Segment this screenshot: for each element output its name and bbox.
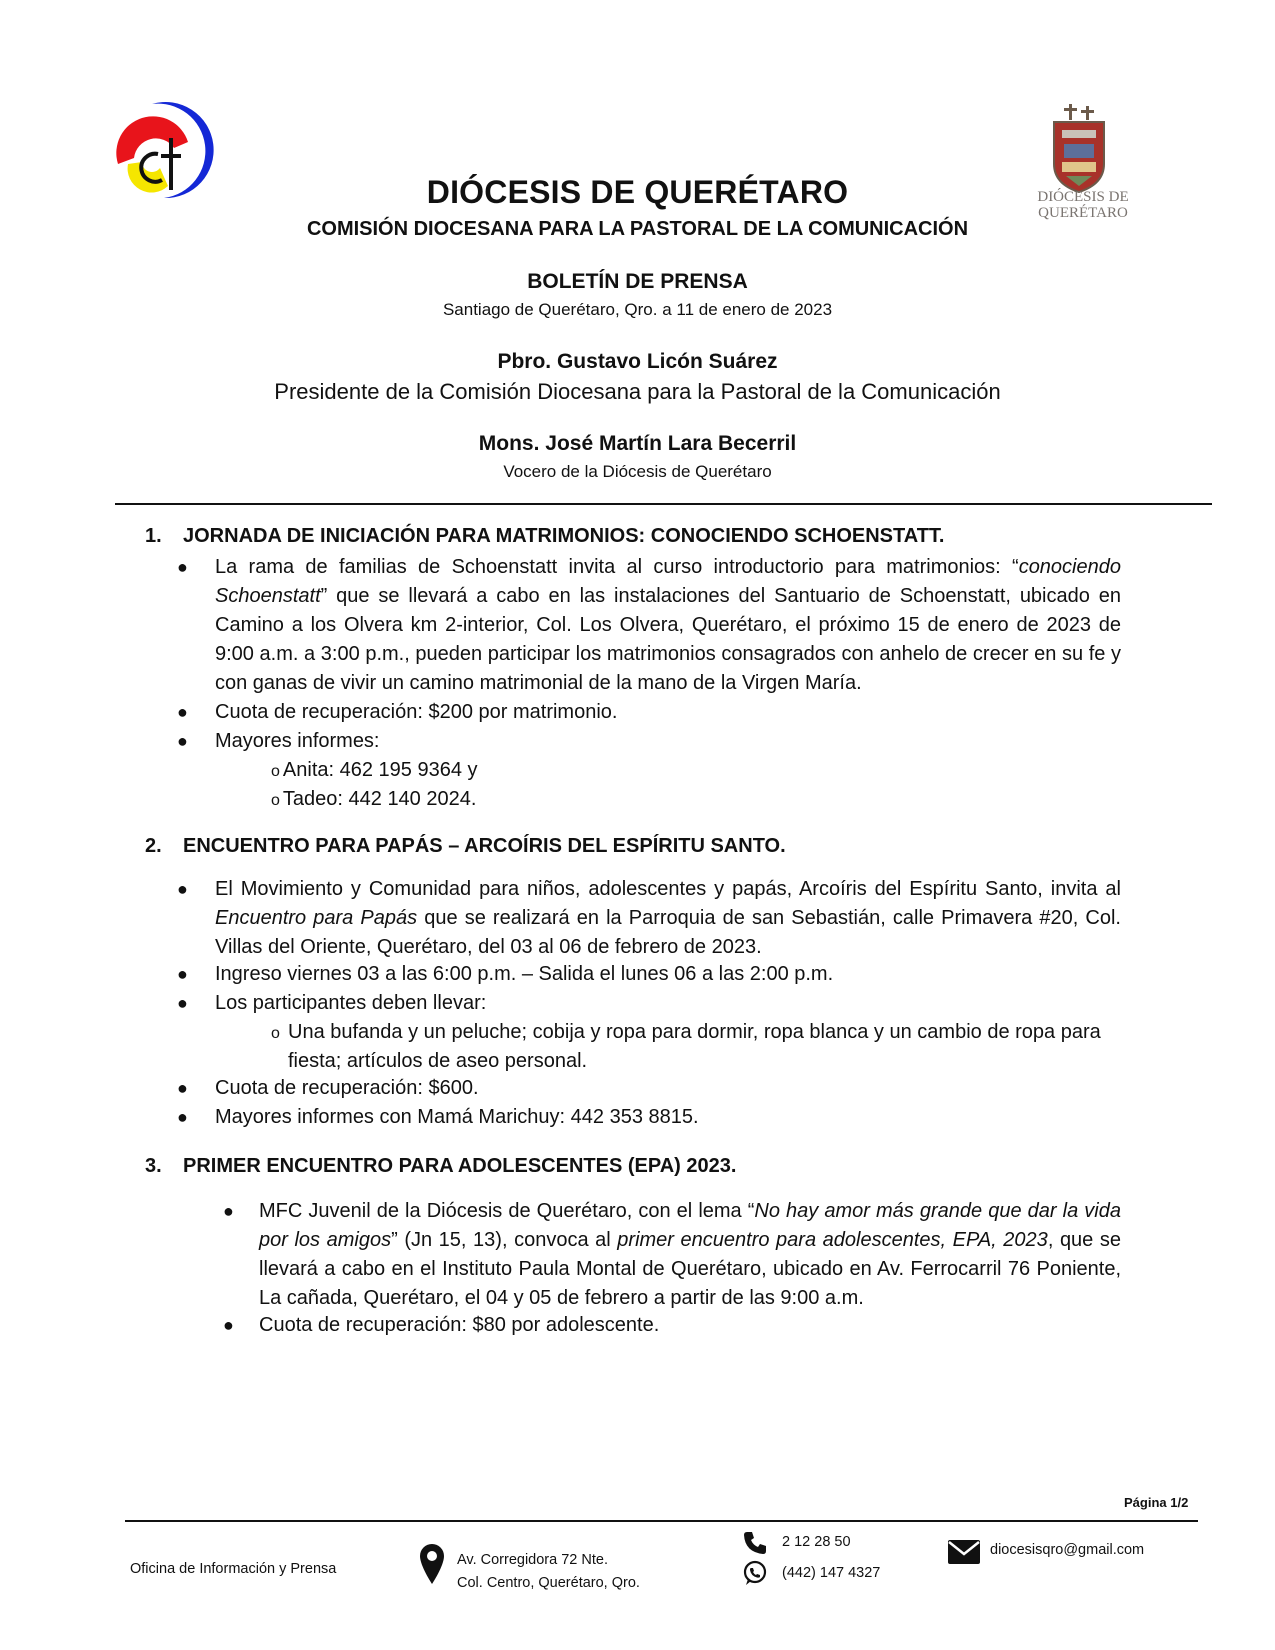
spokesman-role: Vocero de la Diócesis de Querétaro — [503, 462, 772, 481]
section-2-bring: Los participantes deben llevar: — [215, 992, 487, 1014]
section-3-heading — [145, 1155, 736, 1178]
header-divider — [115, 503, 1212, 505]
text-run-italic: primer encuentro para adolescentes, EPA, 2023 — [617, 1229, 1048, 1251]
text-run-italic: Encuentro para Papás — [215, 907, 418, 929]
bullet-icon: ● — [177, 557, 188, 577]
envelope-icon — [948, 1540, 980, 1564]
whatsapp-icon — [742, 1560, 768, 1586]
diocese-seal — [1037, 104, 1180, 234]
contact-text: Tadeo: 442 140 2024. — [282, 788, 477, 810]
footer-office: Oficina de Información y Prensa — [130, 1561, 337, 1577]
section-1-number: 1. — [145, 525, 162, 547]
text-run: , que se llevará a cabo en el Instituto Paula Montal de Querétaro, ubicado en Av. Ferrocarril 76 Poniente, La cañada, Querétaro, el 04 y 05 de febrero a partir de las 9:00 a.m. — [259, 1229, 1122, 1309]
footer-phone[interactable]: 2 12 28 50 — [782, 1534, 851, 1550]
section-1-paragraph — [215, 553, 1121, 698]
section-2-heading — [145, 835, 786, 858]
bullet-icon: ● — [177, 731, 188, 751]
address-line-2: Col. Centro, Querétaro, Qro. — [457, 1575, 640, 1591]
section-2-fee: Cuota de recuperación: $600. — [215, 1077, 479, 1099]
section-3-fee: Cuota de recuperación: $80 por adolescente. — [259, 1314, 660, 1336]
text-run: MFC Juvenil de la Diócesis de Querétaro, con el lema “ — [259, 1200, 755, 1222]
text-run: El Movimiento y Comunidad para niños, adolescentes y papás, Arcoíris del Espíritu Santo, invita al — [215, 878, 1121, 900]
section-1-info: Mayores informes: — [215, 730, 380, 752]
section-2-paragraph — [215, 875, 1121, 962]
section-1-contact-1 — [271, 756, 478, 786]
section-2-bring-item: Una bufanda y un peluche; cobija y ropa para dormir, ropa blanca y un cambio de ropa para fiesta; artículos de aseo personal. — [288, 1021, 1101, 1072]
section-2-info: Mayores informes con Mamá Marichuy: 442 353 8815. — [215, 1106, 699, 1128]
text-run-italic: conociendo Schoenstatt — [215, 556, 1121, 607]
section-1-heading — [145, 525, 944, 548]
bullet-icon: ● — [177, 702, 188, 722]
section-2-schedule: Ingreso viernes 03 a las 6:00 p.m. – Salida el lunes 06 a las 2:00 p.m. — [215, 963, 834, 985]
page-title: DIÓCESIS DE QUERÉTARO — [426, 174, 849, 210]
sub-bullet-icon: o — [271, 792, 280, 809]
bullet-icon: ● — [177, 879, 188, 899]
text-run: ” que se llevará a cabo en las instalaciones del Santuario de Schoenstatt, ubicado en Camino a los Olvera km 2-interior, Col. Los Olvera, Querétaro, el próximo 15 de enero de 2023 de 9:00 a.m. a 3:00 p.m., pueden participar los matrimonios consagrados con anhelo de crecer en su fe y con ganas de vivir un camino matrimonial de la mano de la Virgen María. — [215, 585, 1121, 694]
contact-text: Anita: 462 195 9364 y — [282, 759, 478, 781]
phone-icon — [742, 1530, 768, 1556]
section-2-number: 2. — [145, 835, 162, 857]
president-name: Pbro. Gustavo Licón Suárez — [497, 350, 778, 373]
bullet-icon: ● — [177, 964, 188, 984]
footer-email[interactable]: diocesisqro@gmail.com — [990, 1542, 1145, 1558]
bulletin-heading: BOLETÍN DE PRENSA — [527, 270, 748, 293]
footer-whatsapp[interactable]: (442) 147 4327 — [782, 1565, 881, 1581]
section-3-title: PRIMER ENCUENTRO PARA ADOLESCENTES (EPA) 2023. — [183, 1155, 737, 1177]
section-3-number: 3. — [145, 1155, 162, 1177]
text-run: ” (Jn 15, 13), convoca al — [391, 1229, 618, 1251]
section-1-fee: Cuota de recuperación: $200 por matrimonio. — [215, 701, 618, 723]
section-1-title: JORNADA DE INICIACIÓN PARA MATRIMONIOS: CONOCIENDO SCHOENSTATT. — [183, 525, 945, 547]
bulletin-date: Santiago de Querétaro, Qro. a 11 de enero de 2023 — [442, 300, 833, 319]
spokesman-name: Mons. José Martín Lara Becerril — [478, 432, 797, 455]
location-pin-icon — [420, 1544, 444, 1584]
page-number: Página 1/2 — [1124, 1495, 1189, 1510]
footer-divider — [125, 1520, 1198, 1522]
bullet-icon: ● — [223, 1315, 234, 1335]
sub-bullet-icon: o — [271, 763, 280, 780]
address-line-1: Av. Corregidora 72 Nte. — [457, 1552, 608, 1568]
footer-address — [457, 1549, 640, 1595]
text-run: La rama de familias de Schoenstatt invita al curso introductorio para matrimonios: “ — [215, 556, 1019, 578]
text-run: que se realizará en la Parroquia de san Sebastián, calle Primavera #20, Col. Villas del Oriente, Querétaro, del 03 al 06 de febrero de 2023. — [215, 907, 1121, 958]
page-subtitle: COMISIÓN DIOCESANA PARA LA PASTORAL DE LA COMUNICACIÓN — [306, 218, 969, 240]
seal-line-2: QUERÉTARO — [1038, 205, 1128, 221]
seal-line-1: DIÓCESIS DE — [1037, 189, 1129, 205]
president-role: Presidente de la Comisión Diocesana para la Pastoral de la Comunicación — [274, 379, 1001, 404]
bullet-icon: ● — [223, 1201, 234, 1221]
text-run-italic: No hay amor más grande que dar la vida por los amigos — [259, 1200, 1121, 1251]
section-3-paragraph — [259, 1197, 1121, 1313]
section-1-contact-2 — [271, 785, 476, 815]
bullet-icon: ● — [177, 993, 188, 1013]
section-2-title: ENCUENTRO PARA PAPÁS – ARCOÍRIS DEL ESPÍRITU SANTO. — [183, 835, 786, 857]
bullet-icon: ● — [177, 1078, 188, 1098]
sub-bullet-icon: o — [271, 1025, 280, 1042]
bullet-icon: ● — [177, 1107, 188, 1127]
